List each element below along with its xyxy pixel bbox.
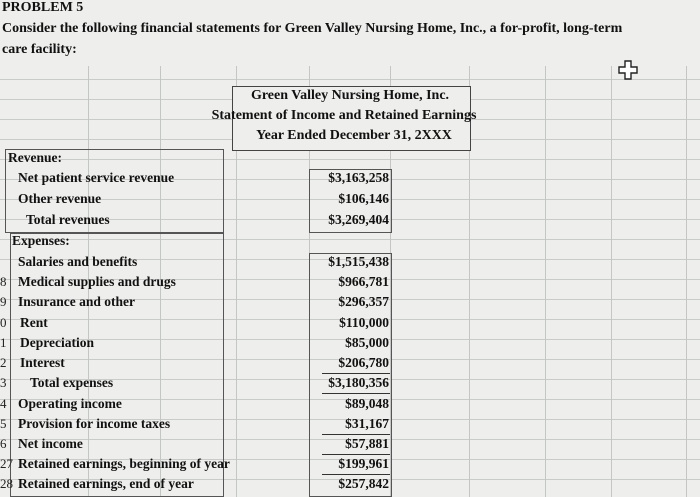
row-number: 8 — [0, 274, 7, 289]
retained-beginning-label: Retained earnings, beginning of year — [18, 456, 230, 471]
expense-label-interest: Interest — [20, 355, 65, 370]
revenue-value-net-patient: $3,163,258 — [328, 170, 389, 185]
net-income-label: Net income — [18, 436, 83, 451]
expense-label-insurance: Insurance and other — [18, 294, 136, 309]
expenses-heading: Expenses: — [12, 233, 70, 248]
revenue-heading: Revenue: — [8, 150, 62, 165]
subtotal-underline — [322, 454, 390, 455]
expense-label-medical: Medical supplies and drugs — [18, 274, 176, 289]
expense-value-total: $3,180,356 — [328, 375, 389, 390]
row-number: 0 — [0, 315, 7, 330]
expense-value-depreciation: $85,000 — [345, 335, 389, 350]
expense-value-salaries: $1,515,438 — [328, 254, 389, 269]
net-income-value: $57,881 — [345, 436, 389, 451]
expense-value-medical: $966,781 — [338, 274, 389, 289]
revenue-value-total: $3,269,404 — [328, 212, 389, 227]
expense-label-rent: Rent — [20, 315, 48, 330]
column-divider — [611, 0, 612, 497]
revenue-label-net-patient: Net patient service revenue — [18, 170, 175, 185]
retained-end-value: $257,842 — [338, 476, 389, 491]
tax-provision-value: $31,167 — [345, 416, 389, 431]
expense-value-insurance: $296,357 — [338, 294, 389, 309]
row-number: 27 — [0, 456, 13, 471]
column-divider — [236, 0, 237, 497]
subtotal-underline — [322, 393, 390, 394]
column-divider — [469, 0, 470, 497]
tax-provision-label: Provision for income taxes — [18, 416, 171, 431]
column-divider — [686, 0, 687, 497]
expense-value-interest: $206,780 — [338, 355, 389, 370]
row-number: 6 — [0, 436, 7, 451]
row-number: 5 — [0, 416, 7, 431]
row-number: 3 — [0, 375, 7, 390]
subtotal-underline — [322, 474, 390, 475]
row-number: 4 — [0, 396, 7, 411]
subtotal-underline — [322, 373, 390, 374]
statement-period: Year Ended December 31, 2XXX — [256, 128, 452, 143]
row-number: 28 — [0, 476, 13, 491]
statement-company: Green Valley Nursing Home, Inc. — [250, 88, 450, 103]
expense-label-salaries: Salaries and benefits — [18, 254, 138, 269]
revenue-label-other: Other revenue — [18, 191, 102, 206]
subtotal-underline — [322, 434, 390, 435]
expense-value-rent: $110,000 — [339, 315, 389, 330]
problem-prompt-line1: Consider the following financial statements for Green Valley Nursing Home, Inc., a for-profit, long-term — [2, 21, 623, 36]
operating-income-value: $89,048 — [345, 396, 389, 411]
operating-income-label: Operating income — [18, 396, 122, 411]
retained-beginning-value: $199,961 — [338, 456, 389, 471]
row-number: 9 — [0, 294, 7, 309]
problem-heading: PROBLEM 5 — [2, 0, 84, 15]
revenue-label-total: Total revenues — [26, 212, 110, 227]
plus-cursor-icon — [618, 60, 638, 80]
expense-label-total: Total expenses — [30, 375, 114, 390]
problem-prompt-line2: care facility: — [2, 42, 77, 57]
expense-label-depreciation: Depreciation — [20, 335, 94, 350]
row-number: 1 — [0, 335, 7, 350]
column-divider — [545, 0, 546, 497]
retained-end-label: Retained earnings, end of year — [18, 476, 194, 491]
row-number: 2 — [0, 355, 7, 370]
problem-header — [0, 0, 700, 66]
statement-title: Statement of Income and Retained Earnings — [211, 108, 477, 123]
revenue-value-other: $106,146 — [338, 191, 389, 206]
